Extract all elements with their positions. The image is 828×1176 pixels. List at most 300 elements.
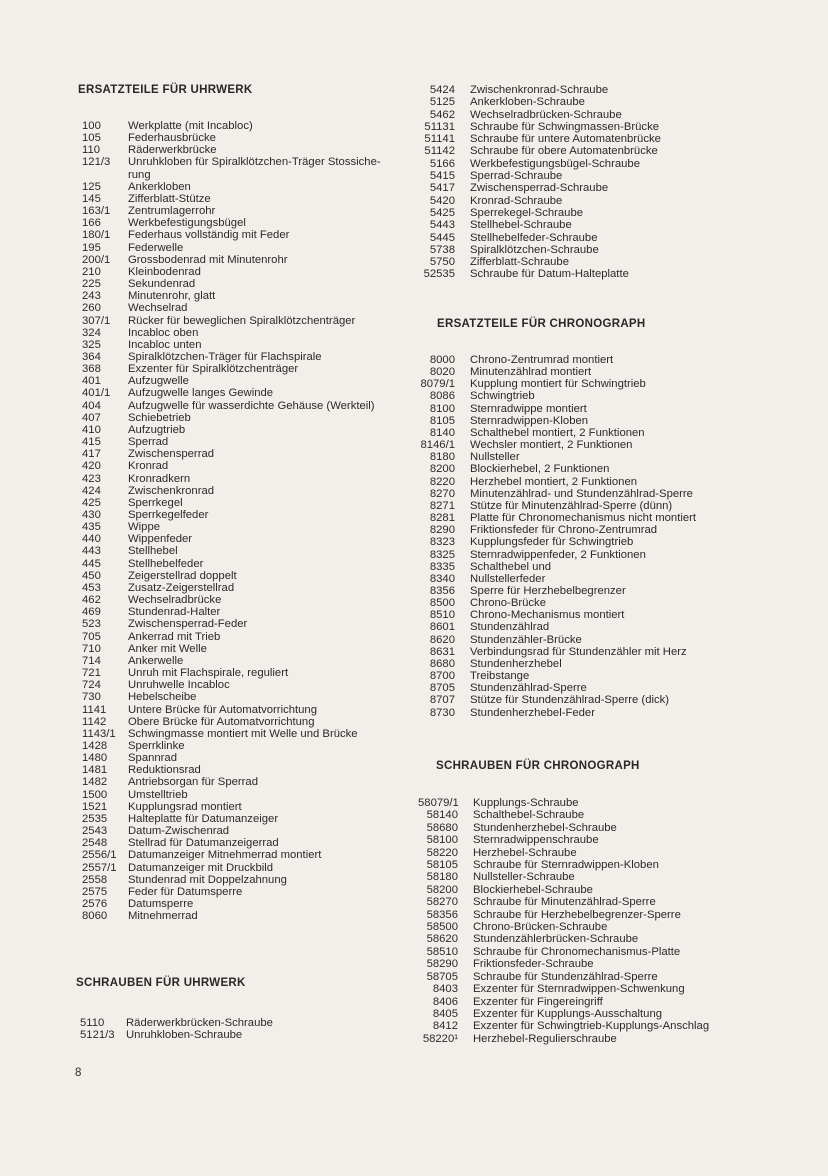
part-number: 368: [82, 363, 101, 376]
part-row: [82, 521, 427, 533]
part-description: Wechselrad: [128, 302, 188, 315]
part-row: [82, 606, 427, 618]
part-description: Sperrkegelfeder: [128, 509, 209, 521]
part-number: 125: [82, 180, 101, 193]
part-number: 8601: [429, 621, 455, 634]
part-number: 58140: [426, 809, 458, 822]
part-number: 8000: [429, 354, 455, 366]
part-number: 51141: [424, 133, 455, 146]
part-description: Schalthebel und: [470, 560, 552, 573]
part-number: 105: [82, 132, 101, 145]
part-description: Wippenfeder: [128, 533, 193, 546]
part-number: 1142: [82, 715, 107, 728]
part-number: 404: [82, 399, 101, 412]
part-number: 58220¹: [422, 1032, 458, 1045]
part-description: Stundenzählerbrücken-Schraube: [473, 933, 639, 946]
part-description: Stütze für Minutenzählrad-Sperre (dünn): [470, 499, 673, 512]
part-number: 58105: [426, 859, 458, 872]
part-description: Grossbodenrad mit Minutenrohr: [128, 253, 288, 266]
part-row: [415, 609, 815, 621]
part-description: Incabloc oben: [128, 326, 199, 339]
part-description: Stundenzähler-Brücke: [470, 633, 582, 646]
part-description: Kronrad-Schraube: [470, 194, 563, 207]
part-row: [82, 290, 427, 302]
part-number: 8271: [429, 499, 455, 512]
part-number: 58290: [426, 958, 458, 971]
part-number: 5110: [80, 1017, 105, 1029]
part-description: Stellhebelfeder-Schraube: [470, 231, 598, 244]
part-description: Exzenter für Kupplungs-Ausschaltung: [473, 1007, 663, 1020]
part-row: [418, 834, 818, 846]
part-description: Herzhebel montiert, 2 Funktionen: [470, 475, 638, 488]
part-description: Zwischenkronrad: [128, 484, 215, 497]
part-description: Minutenzählrad montiert: [470, 366, 592, 379]
part-number: 325: [82, 338, 101, 351]
part-number: 163/1: [82, 205, 111, 218]
part-number: 401: [82, 375, 101, 388]
part-number: 260: [82, 302, 101, 315]
part-row: [415, 439, 815, 451]
part-number: 8405: [432, 1007, 458, 1020]
part-row: [82, 704, 427, 716]
part-description: Nullstellerfeder: [470, 572, 546, 585]
part-row: [418, 933, 818, 945]
part-description: Sperrekegel-Schraube: [470, 206, 584, 219]
part-number: 8325: [429, 548, 455, 561]
part-number: 8406: [432, 995, 458, 1008]
part-row: [415, 524, 815, 536]
part-description: Unruhwelle Incabloc: [128, 679, 230, 692]
part-description: Federhausbrücke: [128, 132, 216, 145]
part-number: 435: [82, 521, 101, 534]
part-row: [82, 898, 427, 910]
part-row: [415, 96, 815, 108]
part-row: [415, 694, 815, 706]
part-description: Stundenherzhebel: [470, 657, 562, 670]
part-description: Wechsler montiert, 2 Funktionen: [470, 439, 633, 452]
part-description: Aufzugwelle: [128, 375, 189, 388]
part-number: 225: [82, 278, 101, 291]
part-row: [82, 375, 427, 387]
part-description: Datumanzeiger mit Druckbild: [128, 861, 274, 874]
part-number: 8510: [429, 609, 455, 622]
part-description: Schraube für obere Automatenbrücke: [470, 145, 658, 158]
part-description: Spiralklötzchen-Träger für Flachspirale: [128, 350, 322, 363]
part-description: Incabloc unten: [128, 338, 202, 351]
part-number: 58200: [426, 883, 458, 896]
part-row: [415, 573, 815, 585]
part-row: [415, 182, 815, 194]
part-number: 2543: [82, 825, 108, 838]
part-number: 8270: [429, 487, 455, 500]
part-number: 714: [82, 654, 101, 667]
part-row: [82, 667, 427, 679]
part-row: [415, 536, 815, 548]
part-description: Unruhkloben-Schraube: [126, 1029, 243, 1042]
part-number: 410: [82, 423, 101, 436]
part-row: [418, 958, 818, 970]
part-row: [82, 497, 427, 509]
part-description: Blockierhebel-Schraube: [473, 883, 593, 896]
part-number: 5425: [429, 206, 455, 219]
part-description: Ankerrad mit Trieb: [128, 630, 221, 643]
part-row: [415, 158, 815, 170]
part-row: [415, 207, 815, 219]
part-description: Chrono-Brücken-Schraube: [473, 921, 608, 934]
part-number: 110: [82, 144, 101, 157]
part-description: Stundenherzhebel-Feder: [470, 706, 595, 719]
part-number: 145: [82, 192, 101, 205]
part-description: Räderwerkbrücke: [128, 144, 217, 157]
part-description: Schraube für Sternradwippen-Kloben: [473, 859, 659, 872]
part-description: Rücker für beweglichen Spiralklötzchenträger: [128, 314, 356, 327]
part-number: 58100: [426, 834, 458, 847]
part-description: Sekundenrad: [128, 278, 196, 291]
part-row: [415, 244, 815, 256]
part-number: 2576: [82, 898, 108, 910]
part-description: Federhaus vollständig mit Feder: [128, 229, 290, 242]
part-description: Sperrklinke: [128, 739, 185, 752]
part-description: Schwingtrieb: [470, 390, 535, 403]
part-row: [415, 378, 815, 390]
part-row: [415, 463, 815, 475]
part-row: [82, 825, 427, 837]
part-row: [418, 859, 818, 871]
part-row: [415, 670, 815, 682]
part-number: 58705: [426, 970, 458, 983]
part-row: [82, 460, 427, 472]
part-description: Sternradwippe montiert: [470, 402, 587, 415]
part-description: Spannrad: [128, 752, 177, 765]
part-row: [415, 170, 815, 182]
part-row: [82, 387, 427, 399]
part-row: [82, 193, 427, 205]
part-number: 450: [82, 569, 101, 582]
part-number: 5420: [429, 194, 455, 207]
part-row: [415, 597, 815, 609]
part-row: [415, 549, 815, 561]
part-description: Stellhebel-Schraube: [470, 219, 572, 232]
part-row: [415, 646, 815, 658]
part-row: [82, 363, 427, 375]
part-row: [415, 488, 815, 500]
page-number: 8: [75, 1067, 82, 1079]
part-number: 2548: [82, 837, 108, 850]
part-description: Stundenrad-Halter: [128, 606, 221, 619]
part-number: 415: [82, 436, 101, 449]
part-number: 1143/1: [82, 727, 116, 740]
part-number: 1480: [82, 752, 108, 765]
part-number: 8146/1: [420, 439, 455, 452]
part-description: Sternradwippenschraube: [473, 834, 599, 847]
part-number: 5166: [429, 157, 455, 170]
part-row: [415, 634, 815, 646]
part-description: Zwischensperrad-Feder: [128, 618, 248, 631]
part-number: 721: [82, 667, 101, 680]
part-number: 8356: [429, 584, 455, 597]
screws-list-uhrwerk: [80, 1017, 425, 1041]
part-description: Kronrad: [128, 460, 169, 473]
part-number: 407: [82, 411, 101, 424]
part-row: [418, 996, 818, 1008]
part-description: Schraube für Chronomechanismus-Platte: [473, 945, 681, 958]
part-description: Datumsperre: [128, 898, 194, 910]
heading-ersatzteile-uhrwerk: ERSATZTEILE FÜR UHRWERK: [78, 84, 253, 96]
part-description: Sperrad: [128, 436, 169, 449]
part-number: 8079/1: [420, 378, 455, 391]
part-number: 58500: [426, 921, 458, 934]
part-description: Blockierhebel, 2 Funktionen: [470, 463, 610, 476]
part-row: [82, 156, 427, 180]
part-description: Herzhebel-Schraube: [473, 846, 577, 859]
part-number: 307/1: [82, 314, 111, 327]
part-number: 5121/3: [80, 1029, 115, 1042]
part-row: [415, 354, 815, 366]
part-row: [418, 822, 818, 834]
part-row: [82, 789, 427, 801]
part-row: [82, 485, 427, 497]
part-row: [82, 315, 427, 327]
part-number: 51131: [424, 120, 455, 133]
part-description: Zeigerstellrad doppelt: [128, 569, 237, 582]
part-row: [82, 436, 427, 448]
part-row: [82, 339, 427, 351]
part-description: Schraube für Schwingmassen-Brücke: [470, 120, 659, 133]
part-description: Chrono-Mechanismus montiert: [470, 609, 625, 622]
part-row: [82, 776, 427, 788]
part-description: Sperrad-Schraube: [470, 170, 563, 183]
part-row: [82, 217, 427, 229]
part-row: [82, 473, 427, 485]
part-number: 425: [82, 496, 101, 509]
part-row: [82, 205, 427, 217]
parts-list-uhrwerk: [82, 120, 427, 922]
part-number: 469: [82, 606, 101, 619]
part-number: 180/1: [82, 229, 111, 242]
part-description: Zifferblatt-Stütze: [128, 192, 211, 205]
part-description: Exzenter für Sternradwippen-Schwenkung: [473, 983, 685, 996]
part-description: Minutenzählrad- und Stundenzählrad-Sperre: [470, 487, 693, 500]
part-row: [82, 545, 427, 557]
part-description: Kupplungsrad montiert: [128, 800, 242, 813]
part-row: [82, 862, 427, 874]
part-description: Schraube für Datum-Halteplatte: [470, 268, 629, 281]
part-number: 5738: [429, 243, 455, 256]
part-row: [82, 533, 427, 545]
part-number: 1141: [82, 703, 107, 716]
part-row: [415, 133, 815, 145]
part-number: 443: [82, 545, 101, 558]
part-row: [415, 121, 815, 133]
part-row: [415, 415, 815, 427]
part-description: Schraube für untere Automatenbrücke: [470, 133, 661, 146]
part-number: 58510: [426, 945, 458, 958]
part-row: [82, 874, 427, 886]
part-description: Reduktionsrad: [128, 764, 201, 777]
part-description: Sperre für Herzhebelbegrenzer: [470, 584, 626, 597]
part-number: 705: [82, 630, 101, 643]
part-row: [415, 219, 815, 231]
part-number: 5424: [429, 84, 455, 96]
part-row: [418, 1008, 818, 1020]
part-row: [82, 120, 427, 132]
part-row: [418, 946, 818, 958]
part-number: 440: [82, 533, 101, 546]
part-description: Räderwerkbrücken-Schraube: [126, 1017, 273, 1029]
part-description: Stundenherzhebel-Schraube: [473, 821, 617, 834]
part-row: [82, 558, 427, 570]
part-description: Zentrumlagerrohr: [128, 205, 216, 218]
heading-ersatzteile-chronograph: ERSATZTEILE FÜR CHRONOGRAPH: [437, 318, 646, 330]
part-row: [415, 707, 815, 719]
part-number: 1500: [82, 788, 108, 801]
part-description: Exzenter für Fingereingriff: [473, 995, 603, 1008]
part-row: [415, 476, 815, 488]
parts-list-chronograph: [415, 354, 815, 719]
part-number: 423: [82, 472, 101, 485]
part-description: Zwischensperrad: [128, 448, 215, 461]
part-row: [82, 132, 427, 144]
part-description: Schraube für Stundenzählrad-Sperre: [473, 970, 658, 983]
part-number: 8323: [429, 536, 455, 549]
part-number: 710: [82, 642, 101, 655]
part-number: 2535: [82, 812, 108, 825]
part-number: 1481: [82, 764, 108, 777]
part-row: [415, 621, 815, 633]
part-number: 121/3: [82, 156, 111, 169]
part-description: Kupplungs-Schraube: [473, 797, 579, 809]
part-description: Zwischensperrad-Schraube: [470, 182, 609, 195]
part-description: Spiralklötzchen-Schraube: [470, 243, 599, 256]
part-description: Wippe: [128, 521, 161, 534]
part-number: 8412: [432, 1020, 458, 1033]
part-number: 453: [82, 581, 101, 594]
part-description: Minutenrohr, glatt: [128, 290, 216, 303]
part-description: Zwischenkronrad-Schraube: [470, 84, 609, 96]
part-number: 2556/1: [82, 849, 117, 862]
part-row: [80, 1029, 425, 1041]
part-number: 243: [82, 290, 101, 303]
part-number: 8620: [429, 633, 455, 646]
part-number: 210: [82, 265, 101, 278]
part-description: Aufzugwelle für wasserdichte Gehäuse (Werkteil): [128, 399, 375, 412]
part-description: Werkplatte (mit Incabloc): [128, 120, 253, 132]
part-number: 8705: [429, 682, 455, 695]
part-row: [415, 512, 815, 524]
part-number: 5417: [429, 182, 455, 195]
part-row: [415, 268, 815, 280]
part-number: 417: [82, 448, 101, 461]
part-row: [82, 254, 427, 266]
part-description: Chrono-Brücke: [470, 597, 546, 610]
part-description: Unruhkloben für Spiralklötzchen-Träger Stossiche- rung: [128, 156, 381, 181]
part-number: 401/1: [82, 387, 111, 400]
part-description: Wechselradbrücken-Schraube: [470, 108, 622, 121]
part-description: Sperrkegel: [128, 496, 183, 509]
part-row: [415, 195, 815, 207]
part-description: Stütze für Stundenzählrad-Sperre (dick): [470, 694, 670, 707]
part-description: Schalthebel-Schraube: [473, 809, 585, 822]
part-number: 445: [82, 557, 101, 570]
part-row: [415, 451, 815, 463]
part-number: 58220: [426, 846, 458, 859]
part-description: Zusatz-Zeigerstellrad: [128, 581, 235, 594]
part-description: Hebelscheibe: [128, 691, 197, 704]
part-row: [418, 971, 818, 983]
part-description: Kleinbodenrad: [128, 265, 201, 278]
part-number: 730: [82, 691, 101, 704]
part-number: 100: [82, 120, 101, 132]
part-row: [82, 643, 427, 655]
part-row: [415, 658, 815, 670]
part-row: [82, 740, 427, 752]
part-number: 5750: [429, 256, 455, 269]
part-number: 58270: [426, 896, 458, 909]
part-number: 8340: [429, 572, 455, 585]
part-row: [82, 509, 427, 521]
part-row: [82, 570, 427, 582]
heading-schrauben-chronograph: SCHRAUBEN FÜR CHRONOGRAPH: [436, 760, 640, 772]
part-number: 51142: [424, 145, 455, 158]
part-description: Kupplung montiert für Schwingtrieb: [470, 378, 646, 391]
part-row: [82, 801, 427, 813]
part-description: Stundenzählrad-Sperre: [470, 682, 587, 695]
part-number: 8100: [429, 402, 455, 415]
part-description: Herzhebel-Regulierschraube: [473, 1032, 617, 1045]
part-row: [418, 909, 818, 921]
part-row: [418, 1033, 818, 1045]
part-row: [82, 144, 427, 156]
part-row: [415, 427, 815, 439]
part-description: Kronradkern: [128, 472, 191, 485]
part-number: 8403: [432, 983, 458, 996]
part-row: [82, 813, 427, 825]
part-number: 2557/1: [82, 861, 117, 874]
part-row: [415, 500, 815, 512]
part-number: 2558: [82, 873, 108, 886]
part-description: Stellhebelfeder: [128, 557, 204, 570]
part-row: [418, 1020, 818, 1032]
part-row: [415, 145, 815, 157]
part-row: [415, 366, 815, 378]
part-description: Friktionsfeder für Chrono-Zentrumrad: [470, 524, 658, 537]
part-row: [82, 728, 427, 740]
part-description: Exzenter für Schwingtrieb-Kupplungs-Anschlag: [473, 1020, 710, 1033]
part-row: [415, 390, 815, 402]
part-description: Exzenter für Spiralklötzchenträger: [128, 363, 299, 376]
part-row: [82, 594, 427, 606]
heading-schrauben-uhrwerk: SCHRAUBEN FÜR UHRWERK: [76, 977, 246, 989]
part-row: [82, 849, 427, 861]
part-description: Werkbefestigungsbügel: [128, 217, 246, 230]
part-row: [415, 682, 815, 694]
part-number: 5415: [429, 170, 455, 183]
part-number: 424: [82, 484, 101, 497]
part-number: 420: [82, 460, 101, 473]
part-number: 8200: [429, 463, 455, 476]
part-number: 2575: [82, 885, 108, 898]
part-row: [415, 403, 815, 415]
part-row: [418, 847, 818, 859]
part-row: [82, 266, 427, 278]
part-row: [82, 181, 427, 193]
part-number: 1521: [82, 800, 108, 813]
part-description: Halteplatte für Datumanzeiger: [128, 812, 279, 825]
part-number: 58680: [426, 821, 458, 834]
part-description: Feder für Datumsperre: [128, 885, 243, 898]
part-number: 462: [82, 594, 101, 607]
part-row: [418, 871, 818, 883]
